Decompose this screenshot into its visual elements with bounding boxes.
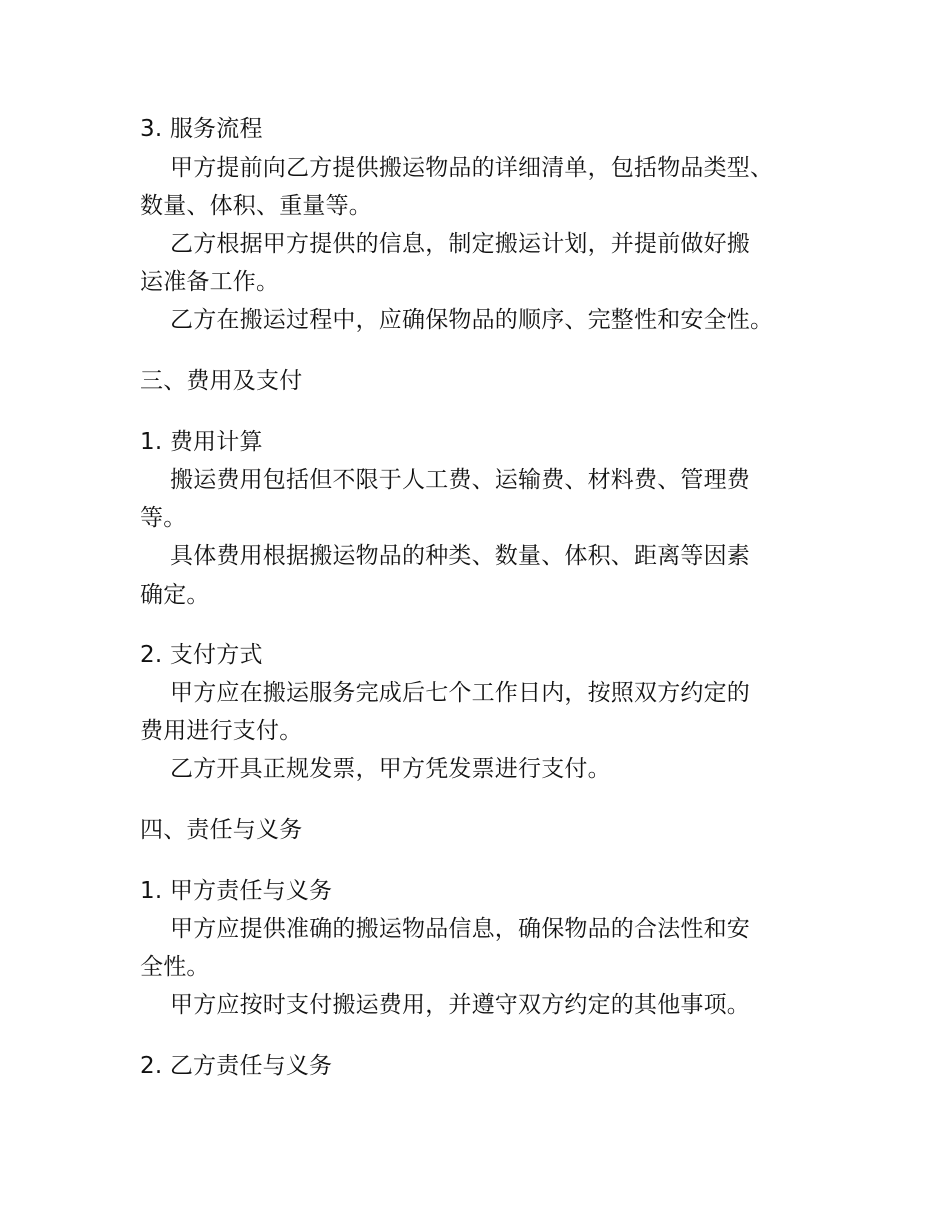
paragraph-line: 确定。 xyxy=(140,582,210,608)
paragraph-line: 乙方根据甲方提供的信息，制定搬运计划，并提前做好搬 xyxy=(170,231,750,257)
section-heading-service-process: 3. 服务流程 xyxy=(140,116,263,142)
paragraph-line: 全性。 xyxy=(140,954,210,980)
section-heading-party-b: 2. 乙方责任与义务 xyxy=(140,1053,333,1079)
paragraph-line: 乙方开具正规发票，甲方凭发票进行支付。 xyxy=(170,756,611,782)
paragraph-line: 甲方应按时支付搬运费用，并遵守双方约定的其他事项。 xyxy=(170,992,750,1018)
section-heading-cost-calculation: 1. 费用计算 xyxy=(140,429,263,455)
paragraph-line: 具体费用根据搬运物品的种类、数量、体积、距离等因素 xyxy=(170,543,750,569)
section-heading-payment-method: 2. 支付方式 xyxy=(140,642,263,668)
paragraph-line: 搬运费用包括但不限于人工费、运输费、材料费、管理费 xyxy=(170,467,750,493)
paragraph-line: 运准备工作。 xyxy=(140,269,280,295)
paragraph-line: 甲方提前向乙方提供搬运物品的详细清单，包括物品类型、 xyxy=(170,155,774,181)
chapter-heading-responsibilities: 四、责任与义务 xyxy=(140,817,303,843)
section-heading-party-a: 1. 甲方责任与义务 xyxy=(140,878,333,904)
paragraph-line: 乙方在搬运过程中，应确保物品的顺序、完整性和安全性。 xyxy=(170,307,774,333)
paragraph-line: 费用进行支付。 xyxy=(140,718,303,744)
paragraph-line: 数量、体积、重量等。 xyxy=(140,193,372,219)
paragraph-line: 甲方应在搬运服务完成后七个工作日内，按照双方约定的 xyxy=(170,680,750,706)
paragraph-line: 甲方应提供准确的搬运物品信息，确保物品的合法性和安 xyxy=(170,916,750,942)
chapter-heading-fees-payment: 三、费用及支付 xyxy=(140,368,303,394)
paragraph-line: 等。 xyxy=(140,505,187,531)
